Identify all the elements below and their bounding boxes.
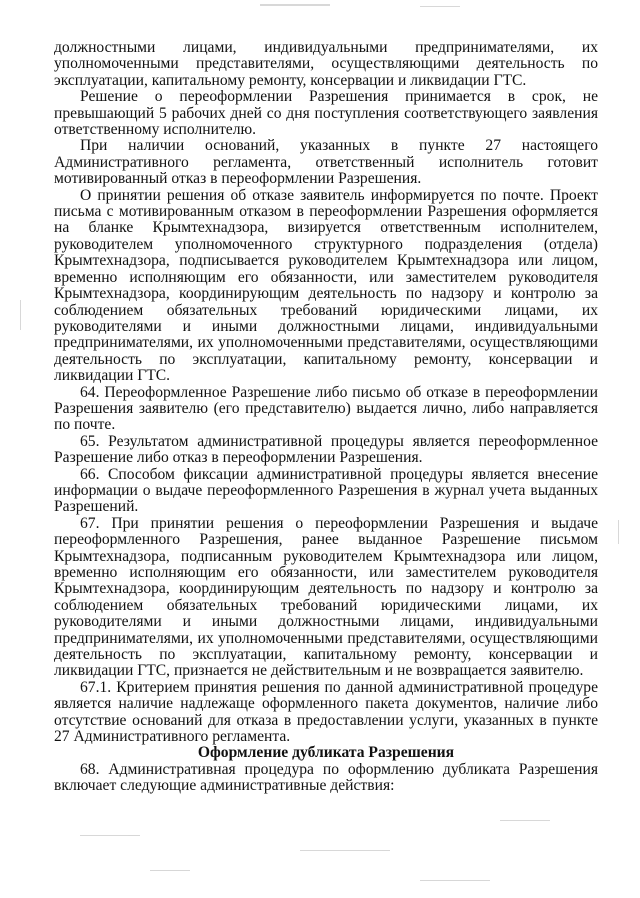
paragraph-67: 67. При принятии решения о переоформлении Разрешения и выдаче переоформленного Разрешения, ранее выданное Разрешение письмом Крымтехнадзора, подписанным руководителем Крымтехнадзора или лицом, временно исполняющим его обязанности, или заместителем руководителя Крымтехнадзора, координирующим деятельность по надзору и контролю за соблюдением обязательных требований юридическими лицами, их руководителями и иными должностными лицами, индивидуальными предпринимателями, их уполномоченными представителями, осуществляющими деятельность по эксплуатации, капитальному ремонту, консервации и ликвидации ГТС, признается не действительным и не возвращается заявителю. — [54, 514, 598, 680]
document-body — [54, 40, 598, 795]
paragraph-66: 66. Способом фиксации административной процедуры является внесение информации о выдаче переоформленного Разрешения в журнал учета выданных Разрешений. — [54, 465, 598, 516]
paragraph-term: Решение о переоформлении Разрешения принимается в срок, не превышающий 5 рабочих дней со дня поступления соответствующего заявления ответственному исполнителю. — [54, 88, 598, 139]
paragraph-67-1: 67.1. Критерием принятия решения по данной административной процедуре является наличие надлежаще оформленного пакета документов, наличие либо отсутствие оснований для отказа в предоставлении услуги, указанных в пункте 27 Административного регламента. — [54, 678, 598, 746]
section-heading-duplicate: Оформление дубликата Разрешения — [197, 744, 455, 762]
paragraph-65: 65. Результатом административной процедуры является переоформленное Разрешение либо отказ в переоформлении Разрешения. — [54, 432, 598, 467]
paragraph-notify: О принятии решения об отказе заявитель информируется по почте. Проект письма с мотивированным отказом в переоформлении Разрешения оформляется на бланке Крымтехнадзора, визируется ответственным исполнителем, руководителем уполномоченного структурного подразделения (отдела) Крымтехнадзора, подписывается руководителем Крымтехнадзора или лицом, временно исполняющим его обязанности, или заместителем руководителя Крымтехнадзора, координирующим деятельность по надзору и контролю за соблюдением обязательных требований юридическими лицами, их руководителями и иными должностными лицами, индивидуальными предпринимателями, их уполномоченными представителями, осуществляющими деятельность по эксплуатации, капитальному ремонту, консервации и ликвидации ГТС. — [54, 186, 598, 385]
paragraph-intro: должностными лицами, индивидуальными предпринимателями, их уполномоченными представителями, осуществляющими деятельность по эксплуатации, капитальному ремонту, консервации и ликвидации ГТС. — [54, 39, 598, 89]
paragraph-68: 68. Административная процедура по оформлению дубликата Разрешения включает следующие административные действия: — [54, 760, 598, 795]
paragraph-grounds: При наличии оснований, указанных в пункте 27 настоящего Административного регламента, ответственный исполнитель готовит мотивированный отказ в переоформлении Разрешения. — [54, 137, 598, 188]
paragraph-64: 64. Переоформленное Разрешение либо письмо об отказе в переоформлении Разрешения заявителю (его представителю) выдается лично, либо направляется по почте. — [54, 383, 598, 434]
